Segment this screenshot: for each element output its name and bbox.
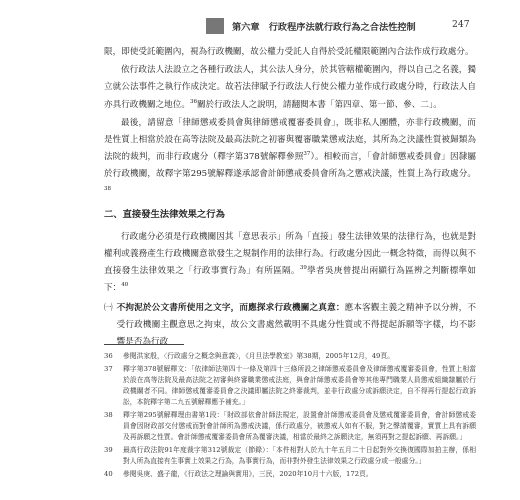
footnote-40	[104, 469, 476, 480]
list-item-1-marker: ㈠	[104, 302, 113, 313]
list-item-1-text: 應本客觀主義之精神予以分辨，不受行政機關主觀意思之拘束，故公文書處然載明不具處分性質或不得提起訴願等字樣，均不影響是否為行政	[116, 302, 476, 348]
footnote-text: 參閱洪家殷，〈行政處分之概念與意義〉，《月旦法學教室》第38期，2005年12月，49頁。	[123, 352, 394, 360]
running-header-title: 第六章 行政程序法就行政行為之合法性控制	[232, 22, 416, 33]
paragraph-2-text-a: 依行政法人法設立之各種行政法人，其公法人身分，於其管轄權範圍內，得以自己之名義，獨立就公法事件之執行作成決定。故若法律賦予行政法人行使公權力並作成行政處分時，行政法人自亦具行政機關之地位。	[104, 65, 476, 110]
running-header	[0, 18, 520, 36]
footnote-text: 最高行政法院91年度裁字第312號裁定（節錄）：「本件相對人於九十年五月二十日起對外交換復國際加拍主辦，係相對人所為直接有生事實上效果之行為，為事實行為，而非對外發生法律效果之行政處分或一般處分。」	[123, 446, 476, 465]
footnote-divider	[104, 344, 184, 345]
footnote-ref-38[interactable]: 38	[104, 185, 111, 192]
footnotes	[104, 351, 476, 482]
paragraph-3-text-a: 最後，請留意「律師懲戒委員會與律師懲戒覆審委員會」，既非私人團體，亦非行政機關，而是性質上相當於設在高等法院及最高法院之初審與覆審職業懲戒法庭，其所為之決議性質被歸類為法院的裁判，而非行政處分（釋字第378號解釋參照	[104, 117, 476, 163]
paragraph-1	[104, 44, 476, 61]
page-number: 247	[452, 19, 470, 30]
paragraph-1-text: 限，即使受託範圍內，視為行政機關，故公權力受託人自得於受託權限範圍內合法作成行政處分。	[104, 47, 474, 57]
chapter-tab-marker	[206, 18, 224, 34]
footnote-number: 37	[104, 365, 113, 373]
footnote-number: 39	[104, 446, 113, 454]
footnote-37	[104, 364, 476, 408]
paragraph-2	[104, 62, 476, 114]
paragraph-3-text-b: ）。相較而言，「會計師懲戒委員會」因隸屬於行政機關，故釋字第295號解釋遂承認會計師懲戒委員會所為之懲戒決議，性質上為行政處分。	[104, 152, 477, 180]
footnote-number: 40	[104, 470, 113, 478]
paragraph-4	[104, 229, 476, 298]
footnote-36	[104, 351, 476, 362]
footnote-number: 36	[104, 352, 113, 360]
footnote-text: 釋字第378號解釋文：「依律師法第四十一條及第四十三條所設之律師懲戒委員會及律師懲戒覆審委員會，性質上相當於設在高等法院及最高法院之初審與終審職業懲戒法庭，與會計師懲戒委員會等其他專門職業人員懲戒組織隸屬於行政機關者不同。律師懲戒覆審委員會之決議即屬法院之終審裁判，並非行政處分或訴願決定，自不得再行提起行政訴訟，本院釋字第二九五號解釋應予補充。」	[123, 365, 476, 406]
footnote-ref-40[interactable]: 40	[121, 282, 129, 289]
paragraph-4-text-b: 學者吳庚曾提出兩顯行為區辨之判斷標準如下：	[104, 266, 476, 294]
footnote-39	[104, 445, 476, 467]
footnote-ref-39[interactable]: 39	[299, 265, 307, 272]
footnote-38	[104, 410, 476, 443]
footnote-text: 參閱吳庚、盛子龍，《行政法之理論與實用》，三民，2020年10月十六版，172頁。	[123, 470, 373, 478]
list-item-1-title: 不拘泥於公文書所使用之文字，而應探求行政機關之真意：	[116, 302, 345, 313]
main-text	[104, 44, 476, 351]
paragraph-2-text-b: 關於行政法人之說明，請翻閱本書「第四章、第一節、參、二」。	[196, 99, 442, 110]
section-heading: 二、直接發生法律效果之行為	[104, 208, 225, 220]
footnote-ref-36[interactable]: 36	[189, 98, 197, 105]
footnote-text: 釋字第295號解釋理由書第1段：「財政部依會計師法規定，設置會計師懲戒委員會及懲戒覆審委員會，會計師懲戒委員會因財政部交付懲戒而對會計師所為懲戒決議，係行政處分，被懲戒人如有不服，對之聲請覆審，實質上具有訴願及再訴願之性質。會計師懲戒覆審委員會所為覆審決議，相當於最終之訴願決定，無須再對之提起訴願、再訴願。」	[123, 411, 476, 441]
footnote-number: 38	[104, 411, 113, 419]
footnote-ref-37[interactable]: 37	[303, 151, 311, 158]
paragraph-3	[104, 115, 476, 201]
paragraph-4-text-a: 行政處分必須是行政機關因其「意思表示」所為「直接」發生法律效果的法律行為，也就是對權利或義務產生行政機關意欲發生之規制作用的法律行為。行政處分因此一概念特徵，而得以與不直接發生法律效果之「行政事實行為」有所區隔。	[104, 231, 476, 277]
